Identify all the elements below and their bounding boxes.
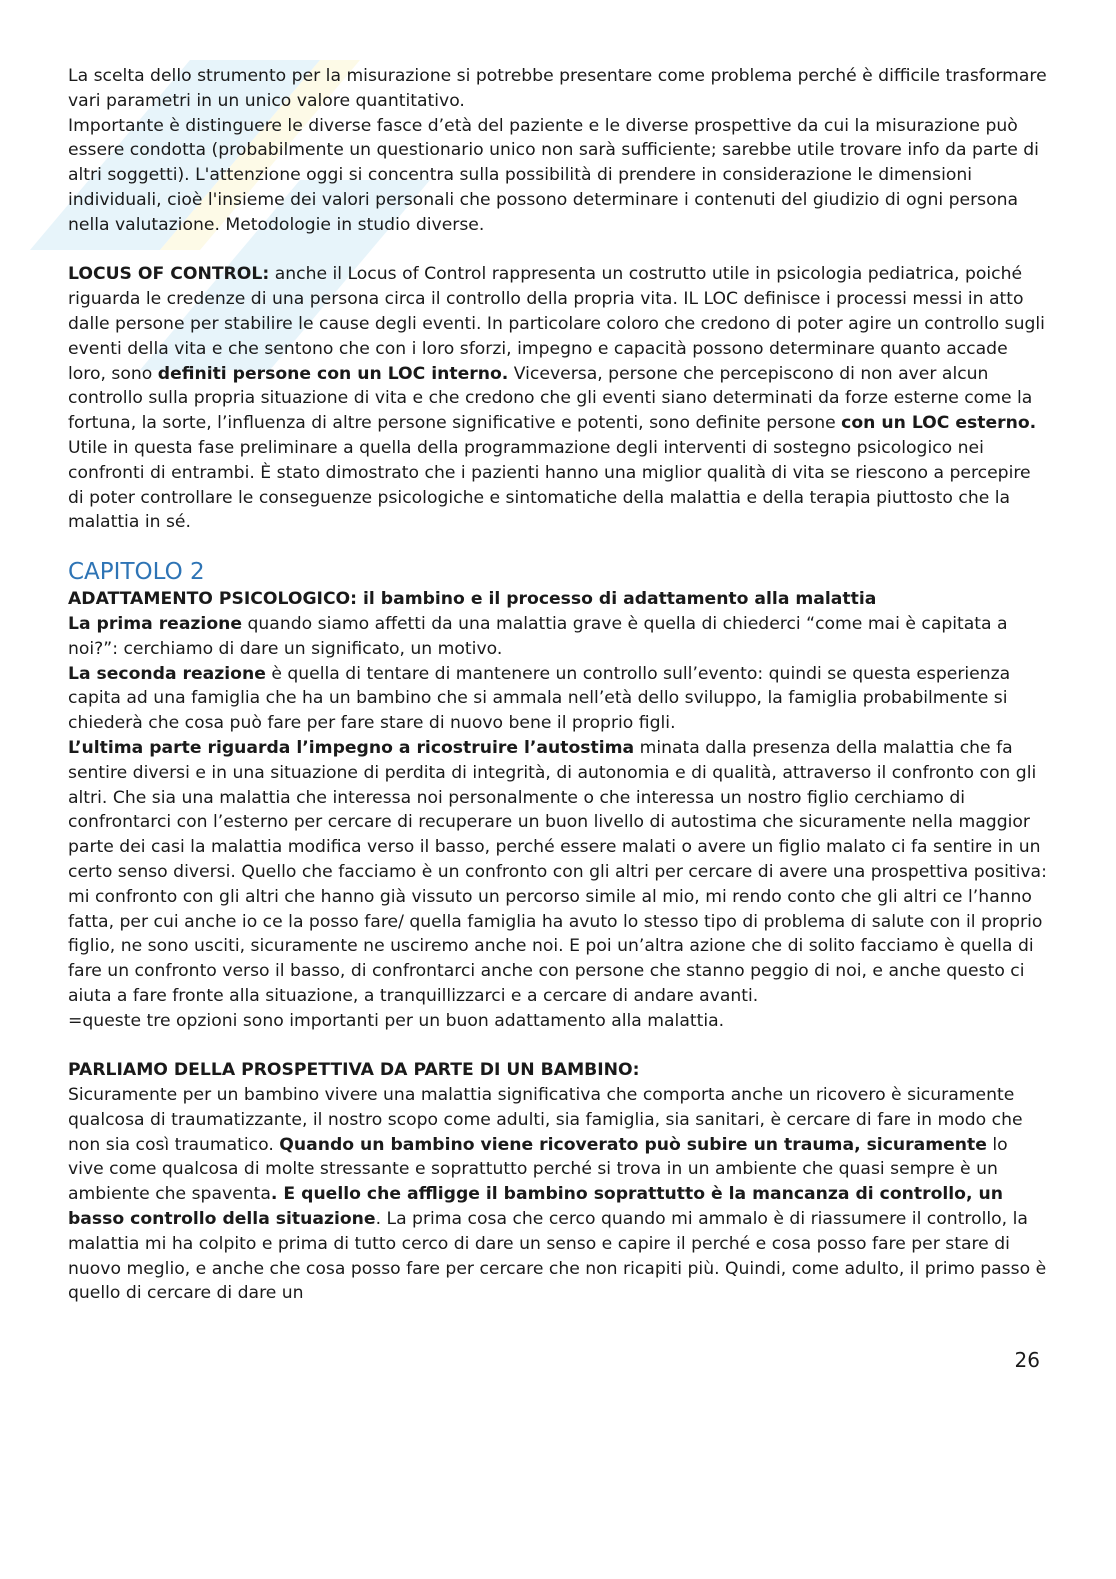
chapter-title: CAPITOLO 2 [68,559,205,586]
bambino-heading: PARLIAMO DELLA PROSPETTIVA DA PARTE DI UN BAMBINO: [68,1060,640,1081]
paragraph-autostima: L’ultima parte riguarda l’impegno a ricostruire l’autostima minata dalla presenza della malattia che fa sentire diversi e in una situazione di perdita di integrità, di autonomia e di qualità, attraverso il confronto con gli altri. Che sia una malattia che interessa noi personalmente o che interessa un nostro figlio cerchiamo di confrontarci con l’esterno per cercare di recuperare un buon livello di autostima che sicuramente nella maggior parte dei casi la malattia modifica verso il basso, perché essere malati o avere un figlio malato ci fa sentire in un certo senso diversi. Quello che facciamo è un confronto con gli altri per cercare di avere una prospettiva positiva: mi confronto con gli altri che hanno già vissuto un percorso simile al mio, mi rendo conto che gli altri ce l’hanno fatta, per cui anche io ce la posso fare/ quella famiglia ha avuto lo stesso tipo di problema di salute con il proprio figlio, ne sono usciti, sicuramente ne usciremo anche noi. E poi un’altra azione che di solito facciamo è quella di fare un confronto verso il basso, di confrontarci anche con persone che stanno peggio di noi, e anche questo ci aiuta a fare fronte alla situazione, a tranquillizzarci e a cercare di andare avanti. [68,737,1047,1006]
chapter-subtitle: ADATTAMENTO PSICOLOGICO: il bambino e il processo di adattamento alla malattia [68,589,877,610]
paragraph-misurazione: La scelta dello strumento per la misurazione si potrebbe presentare come problema perché è difficile trasformare vari parametri in un unico valore quantitativo. [68,66,1047,111]
paragraph-seconda-reazione: La seconda reazione è quella di tentare di mantenere un controllo sull’evento: quindi se questa esperienza capita ad una famiglia che ha un bambino che si ammala nell’età dello sviluppo, la famiglia probabilmente si chiederà che cosa può fare per fare stare di nuovo bene il proprio figli. [68,663,1011,734]
paragraph-locus-of-control: LOCUS OF CONTROL: anche il Locus of Control rappresenta un costrutto utile in psicologia pediatrica, poiché riguarda le credenze di una persona circa il controllo della propria vita. IL LOC definisce i processi messi in atto dalle persone per stabilire le cause degli eventi. In particolare coloro che credono di poter agire un controllo sugli eventi della vita e che sentono che con i loro sforzi, impegno e capacità possono determinare quanto accade loro, sono definiti persone con un LOC interno. Viceversa, persone che percepiscono di non aver alcun controllo sulla propria situazione di vita e che credono che gli eventi siano determinati da forze esterne come la fortuna, la sorte, l’influenza di altre persone significative e potenti, sono definite persone con un LOC esterno. Utile in questa fase preliminare a quella della programmazione degli interventi di sostegno psicologico nei confronti di entrambi. È stato dimostrato che i pazienti hanno una miglior qualità di vita se riescono a percepire di poter controllare le conseguenze psicologiche e sintomatiche della malattia e della terapia piuttosto che la malattia in sé. [68,264,1045,533]
paragraph-bambino: Sicuramente per un bambino vivere una malattia significativa che comporta anche un ricovero è sicuramente qualcosa di traumatizzante, il nostro scopo come adulti, sia famiglia, sia sanitari, è cercare di fare in modo che non sia così traumatico. Quando un bambino viene ricoverato può subire un trauma, sicuramente lo vive come qualcosa di molte stressante e soprattutto perché si trova in un ambiente che quasi sempre è un ambiente che spaventa. E quello che affligge il bambino soprattutto è la mancanza di controllo, un basso controllo della situazione. La prima cosa che cerco quando mi ammalo è di riassumere il controllo, la malattia mi ha colpito e prima di tutto cerco di dare un senso e capire il perché e cosa posso fare per stare di nuovo meglio, e anche che cosa posso fare per cercare che non ricapiti più. Quindi, come adulto, il primo passo è quello di cercare di dare un [68,1085,1047,1304]
paragraph-summary: =queste tre opzioni sono importanti per un buon adattamento alla malattia. [68,1010,725,1031]
page-number: 26 [1014,1348,1040,1372]
paragraph-fasce-eta: Importante è distinguere le diverse fasce d’età del paziente e le diverse prospettive da cui la misurazione può essere condotta (probabilmente un questionario unico non sarà sufficiente; sarebbe utile trovare info da parte di altri soggetti). L'attenzione oggi si concentra sulla possibilità di prendere in considerazione le dimensioni individuali, cioè l'insieme dei valori personali che possono determinare i contenuti del giudizio di ogni persona nella valutazione. Metodologie in studio diverse. [68,115,1039,235]
paragraph-prima-reazione: La prima reazione quando siamo affetti da una malattia grave è quella di chiederci “come mai è capitata a noi?”: cerchiamo di dare un significato, un motivo. [68,613,1008,659]
locus-heading: LOCUS OF CONTROL: [68,264,270,285]
document-page [68,64,1048,1306]
